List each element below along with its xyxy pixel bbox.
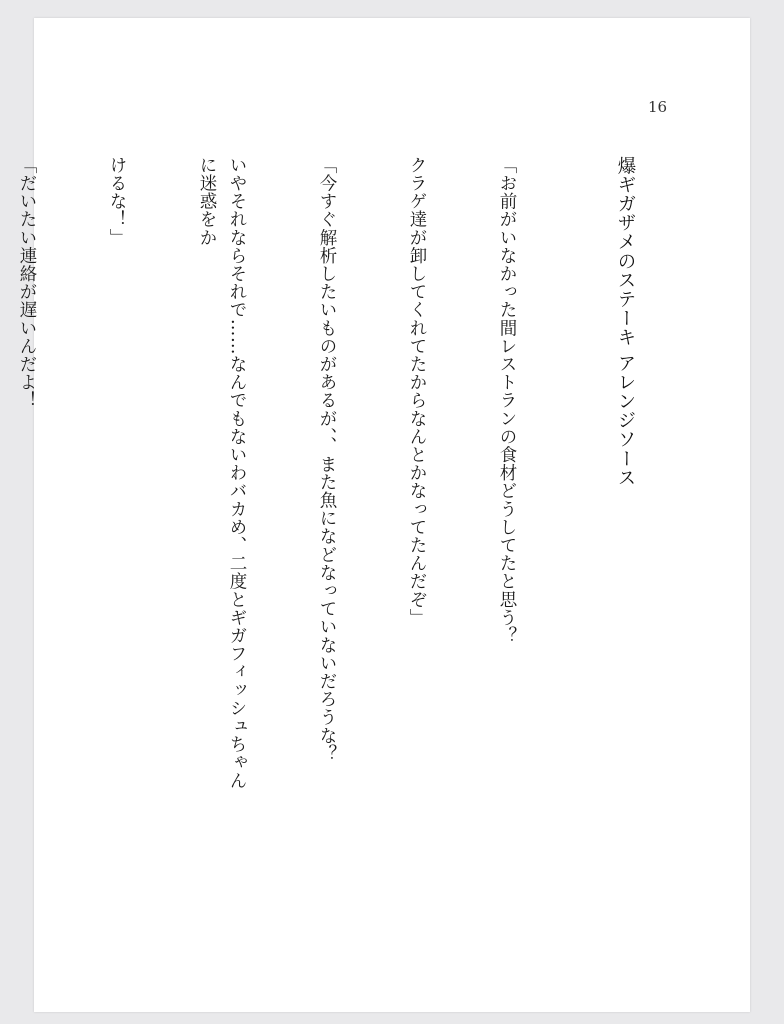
text-line: 「だいたい連絡が遅いんだよ！ <box>17 156 37 410</box>
text-line: けるな！」 <box>107 156 127 247</box>
text-line: 「お前がいなかった間レストランの食材どうしてたと思う？ <box>497 156 517 645</box>
text-line: クラゲ達が卸してくれてたからなんとかなってたんだぞ」 <box>407 156 427 627</box>
book-page <box>17 18 750 1012</box>
body-text <box>17 156 700 796</box>
page-number: 16 <box>648 98 668 116</box>
text-line: いやそれならそれで……なんでもないわバカめ、二度とギガフィッシュちゃんに迷惑をか <box>197 156 247 790</box>
chapter-title: 爆ギガザメのステーキ アレンジソース <box>615 156 636 488</box>
text-line: 「今すぐ解析したいものがあるが、、また魚になどなっていないだろうな？ <box>317 156 337 763</box>
